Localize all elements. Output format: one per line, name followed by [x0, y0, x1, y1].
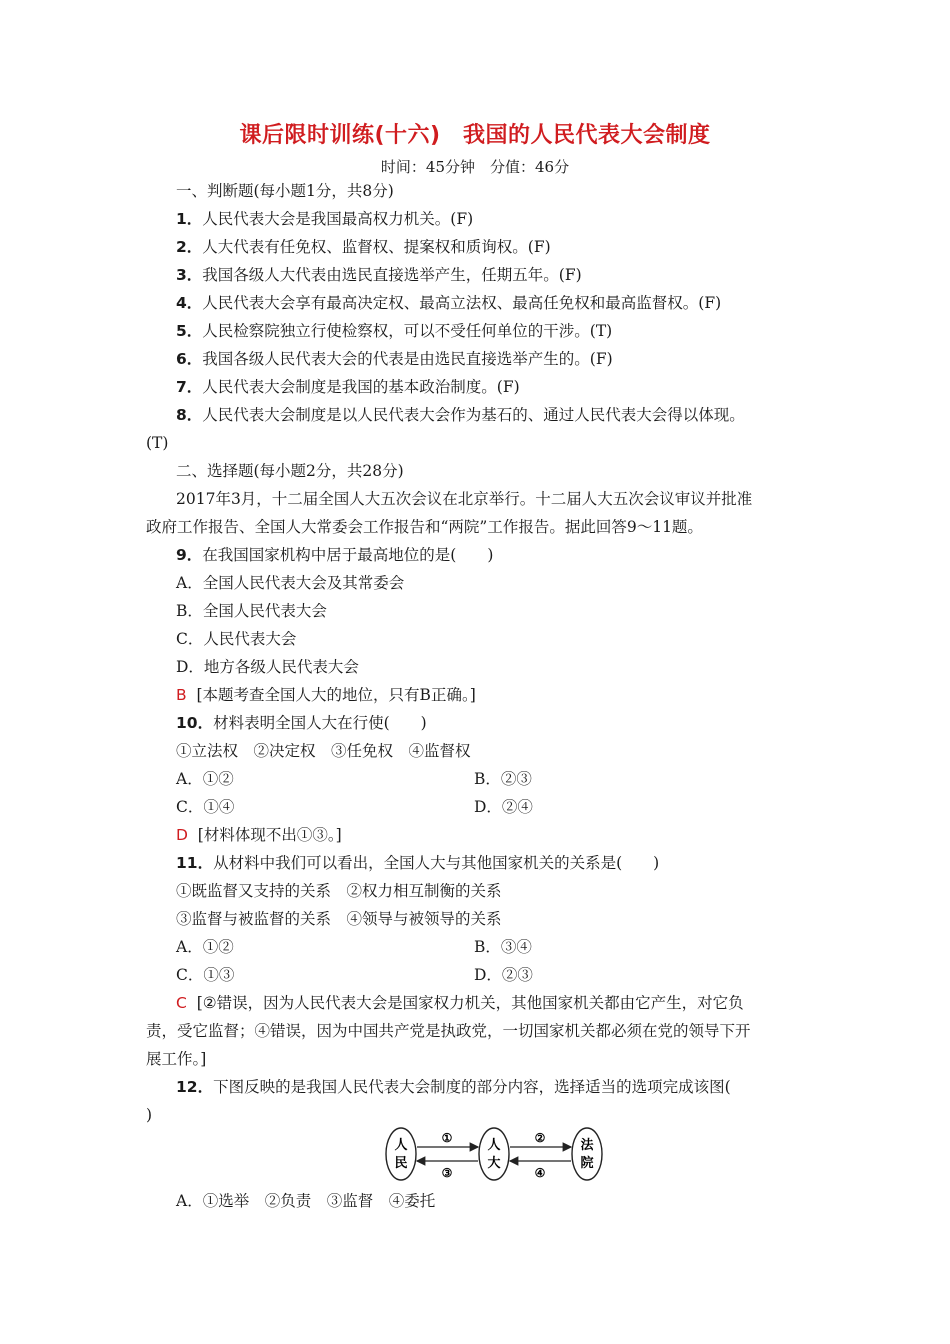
question-10: [176, 713, 427, 733]
q9-option-c: C．人民代表大会: [176, 630, 297, 648]
q10-option-c: C．①④: [176, 798, 235, 816]
item-text: 我国各级人民代表大会的代表是由选民直接选举产生的。(F): [202, 350, 613, 368]
q11-explanation-line-2: 责，受它监督；④错误，因为中国共产党是执政党，一切国家机关都必须在党的领导下开: [146, 1022, 751, 1040]
material-line-1: 2017年3月，十二届全国人大五次会议在北京举行。十二届人大五次会议审议并批准: [176, 490, 753, 508]
section1-heading: 一、判断题(每小题1分，共8分): [176, 182, 394, 200]
node-people-label-2: 民: [394, 1156, 408, 1171]
tf-item-3: [176, 265, 582, 285]
item-text: 我国各级人大代表由选民直接选举产生，任期五年。(F): [202, 266, 582, 284]
q11-explanation-line-3: 展工作。]: [146, 1050, 207, 1068]
question-number: 11．: [176, 854, 214, 872]
time-score-line: 时间：45分钟 分值：46分: [380, 158, 570, 176]
material-line-2: 政府工作报告、全国人大常委会工作报告和“两院”工作报告。据此回答9～11题。: [146, 518, 703, 536]
q11-items-line-1: ①既监督又支持的关系 ②权力相互制衡的关系: [176, 882, 502, 900]
item-text: 人民代表大会享有最高决定权、最高立法权、最高任免权和最高监督权。(F): [202, 294, 722, 312]
q10-option-d: D．②④: [474, 798, 533, 816]
section2-heading: 二、选择题(每小题2分，共28分): [176, 462, 404, 480]
q10-option-a: A．①②: [176, 770, 234, 788]
tf-item-8: [176, 405, 745, 425]
q10-option-b: B．②③: [474, 770, 532, 788]
q10-items: ①立法权 ②决定权 ③任免权 ④监督权: [176, 742, 471, 760]
node-people-label-1: 人: [394, 1138, 408, 1153]
item-text: 人民代表大会制度是以人民代表大会作为基石的、通过人民代表大会得以体现。: [202, 406, 745, 424]
question-number: 9．: [176, 546, 203, 564]
label-circle-2: ②: [534, 1131, 546, 1145]
item-text: 人民代表大会是我国最高权力机关。(F): [202, 210, 474, 228]
question-stem: 从材料中我们可以看出，全国人大与其他国家机关的关系是( ): [213, 854, 660, 872]
q9-option-b: B．全国人民代表大会: [176, 602, 327, 620]
tf-item-7: [176, 377, 520, 397]
question-number: 10．: [176, 714, 214, 732]
q10-answer: [176, 825, 342, 845]
q12-option-a: A．①选举 ②负责 ③监督 ④委托: [176, 1192, 436, 1210]
question-12: [176, 1077, 731, 1097]
label-circle-3: ③: [441, 1166, 453, 1180]
tf-item-2: [176, 237, 551, 257]
q9-option-a: A．全国人民代表大会及其常委会: [176, 574, 405, 592]
node-npc-label-2: 大: [487, 1156, 501, 1171]
node-npc-label-1: 人: [487, 1138, 501, 1153]
q9-option-d: D．地方各级人民代表大会: [176, 658, 359, 676]
answer-letter: B: [176, 686, 187, 704]
item-text: 人民代表大会制度是我国的基本政治制度。(F): [202, 378, 520, 396]
question-stem: 下图反映的是我国人民代表大会制度的部分内容，选择适当的选项完成该图(: [213, 1078, 731, 1096]
node-court: [572, 1128, 602, 1180]
relationship-diagram: [384, 1123, 604, 1185]
item-number: 2．: [176, 238, 203, 256]
tf-item-4: [176, 293, 721, 313]
answer-explanation: [材料体现不出①③。]: [197, 826, 342, 844]
answer-explanation: [②错误，因为人民代表大会是国家权力机关，其他国家机关都由它产生，对它负: [196, 994, 744, 1012]
item-text: 人民检察院独立行使检察权，可以不受任何单位的干涉。(T): [202, 322, 613, 340]
item-number: 5．: [176, 322, 203, 340]
tf-item-6: [176, 349, 613, 369]
node-people: [386, 1128, 416, 1180]
question-12-cont: ): [146, 1106, 153, 1124]
node-court-label-2: 院: [580, 1156, 594, 1171]
question-number: 12．: [176, 1078, 214, 1096]
tf-item-8-cont: (T): [146, 434, 169, 452]
node-npc: [479, 1128, 509, 1180]
item-number: 3．: [176, 266, 203, 284]
q11-option-c: C．①③: [176, 966, 235, 984]
question-stem: 在我国国家机构中居于最高地位的是( ): [202, 546, 494, 564]
question-11: [176, 853, 659, 873]
q11-option-b: B．③④: [474, 938, 532, 956]
question-9: [176, 545, 493, 565]
item-number: 6．: [176, 350, 203, 368]
item-number: 8．: [176, 406, 203, 424]
q11-option-a: A．①②: [176, 938, 234, 956]
tf-item-5: [176, 321, 612, 341]
answer-letter: D: [176, 826, 188, 844]
label-circle-1: ①: [441, 1131, 453, 1145]
item-text: 人大代表有任免权、监督权、提案权和质询权。(F): [202, 238, 551, 256]
answer-letter: C: [176, 994, 187, 1012]
q11-answer: [176, 993, 744, 1013]
item-number: 7．: [176, 378, 203, 396]
page-title: 课后限时训练(十六) 我国的人民代表大会制度: [239, 123, 711, 148]
tf-item-1: [176, 209, 473, 229]
label-circle-4: ④: [534, 1166, 546, 1180]
item-number: 1．: [176, 210, 203, 228]
q11-option-d: D．②③: [474, 966, 533, 984]
q11-items-line-2: ③监督与被监督的关系 ④领导与被领导的关系: [176, 910, 502, 928]
question-stem: 材料表明全国人大在行使( ): [213, 714, 427, 732]
item-number: 4．: [176, 294, 203, 312]
answer-explanation: [本题考查全国人大的地位，只有B正确。]: [196, 686, 476, 704]
node-court-label-1: 法: [580, 1138, 594, 1153]
q9-answer: [176, 685, 476, 705]
